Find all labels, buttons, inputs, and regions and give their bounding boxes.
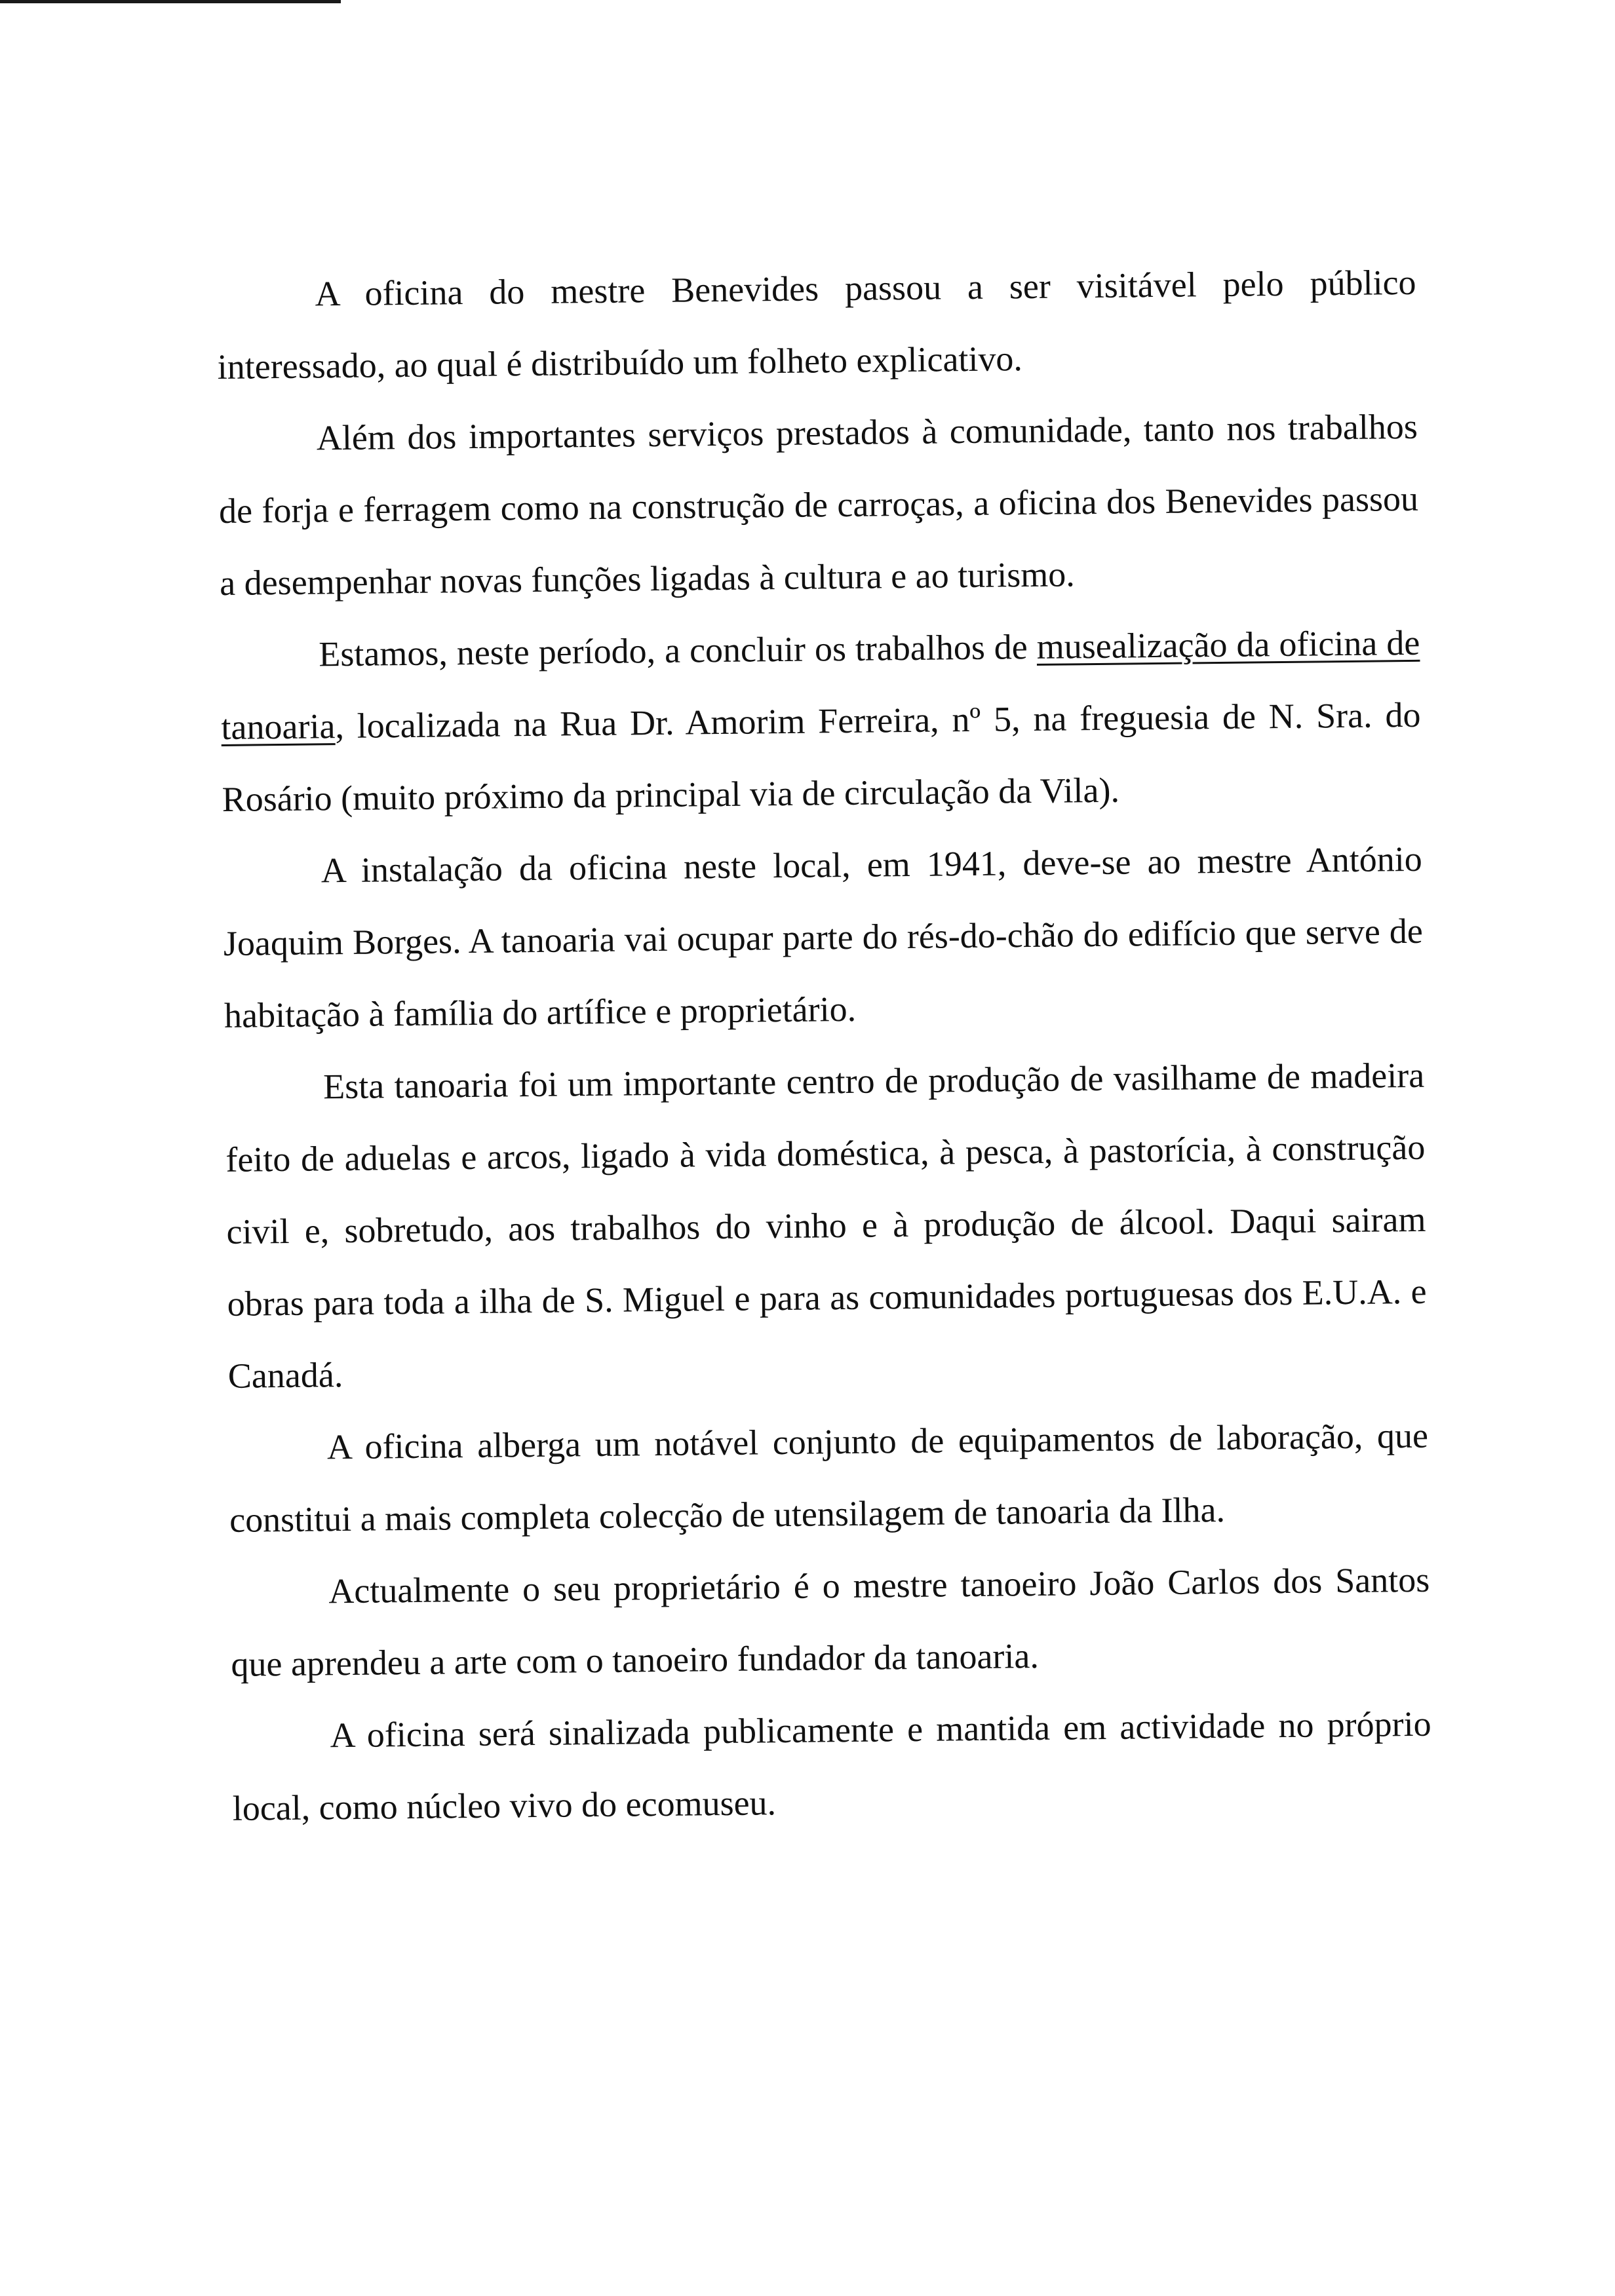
paragraph-musealization-rest: , localizada na Rua Dr. Amorim Ferreira, nº 5, na freguesia de N. Sra. do Rosário (muito próximo da principal via de circulação da Vila). xyxy=(222,695,1421,819)
paragraph-living-nucleus: A oficina será sinalizada publicamente e mantida em actividade no próprio local, como núcleo vivo do ecomuseu. xyxy=(232,1704,1431,1828)
paragraph-benevides-visitable: A oficina do mestre Benevides passou a ser visitável pelo público interessado, ao qual é distribuído um folheto explicativo. xyxy=(217,262,1416,387)
paragraph-production-center: Esta tanoaria foi um importante centro de produção de vasilhame de madeira feito de aduelas e arcos, ligado à vida doméstica, à pesca, à pastorícia, à construção civil e, sobretudo, aos trabalhos do vinho e à produção de álcool. Daqui sairam obras para toda a ilha de S. Miguel e para as comunidades portuguesas dos E.U.A. e Canadá. xyxy=(225,1055,1427,1396)
paragraph-equipment-collection: A oficina alberga um notável conjunto de equipamentos de laboração, que constitui a mais completa colecção de utensilagem de tanoaria da Ilha. xyxy=(229,1415,1429,1540)
paragraph-installation-1941: A instalação da oficina neste local, em 1941, deve-se ao mestre António Joaquim Borges. A tanoaria vai ocupar parte do rés-do-chão do edifício que serve de habitação à família do artífice e proprietário. xyxy=(223,839,1424,1035)
musealization-underlined-text: musealização da oficina de tanoaria xyxy=(221,622,1420,747)
paragraph-musealization-intro: Estamos, neste período, a concluir os trabalhos de xyxy=(319,626,1037,674)
paragraph-current-owner: Actualmente o seu proprietário é o mestre tanoeiro João Carlos dos Santos que aprendeu a arte com o tanoeiro fundador da tanoaria. xyxy=(231,1559,1430,1684)
scan-edge-mark xyxy=(0,0,341,3)
document-page xyxy=(216,246,1432,1845)
paragraph-services-tourism: Além dos importantes serviços prestados à comunidade, tanto nos trabalhos de forja e ferragem como na construção de carroças, a oficina dos Benevides passou a desempenhar novas funções ligadas à cultura e ao turismo. xyxy=(218,406,1419,603)
paragraph-musealization xyxy=(220,607,1422,835)
